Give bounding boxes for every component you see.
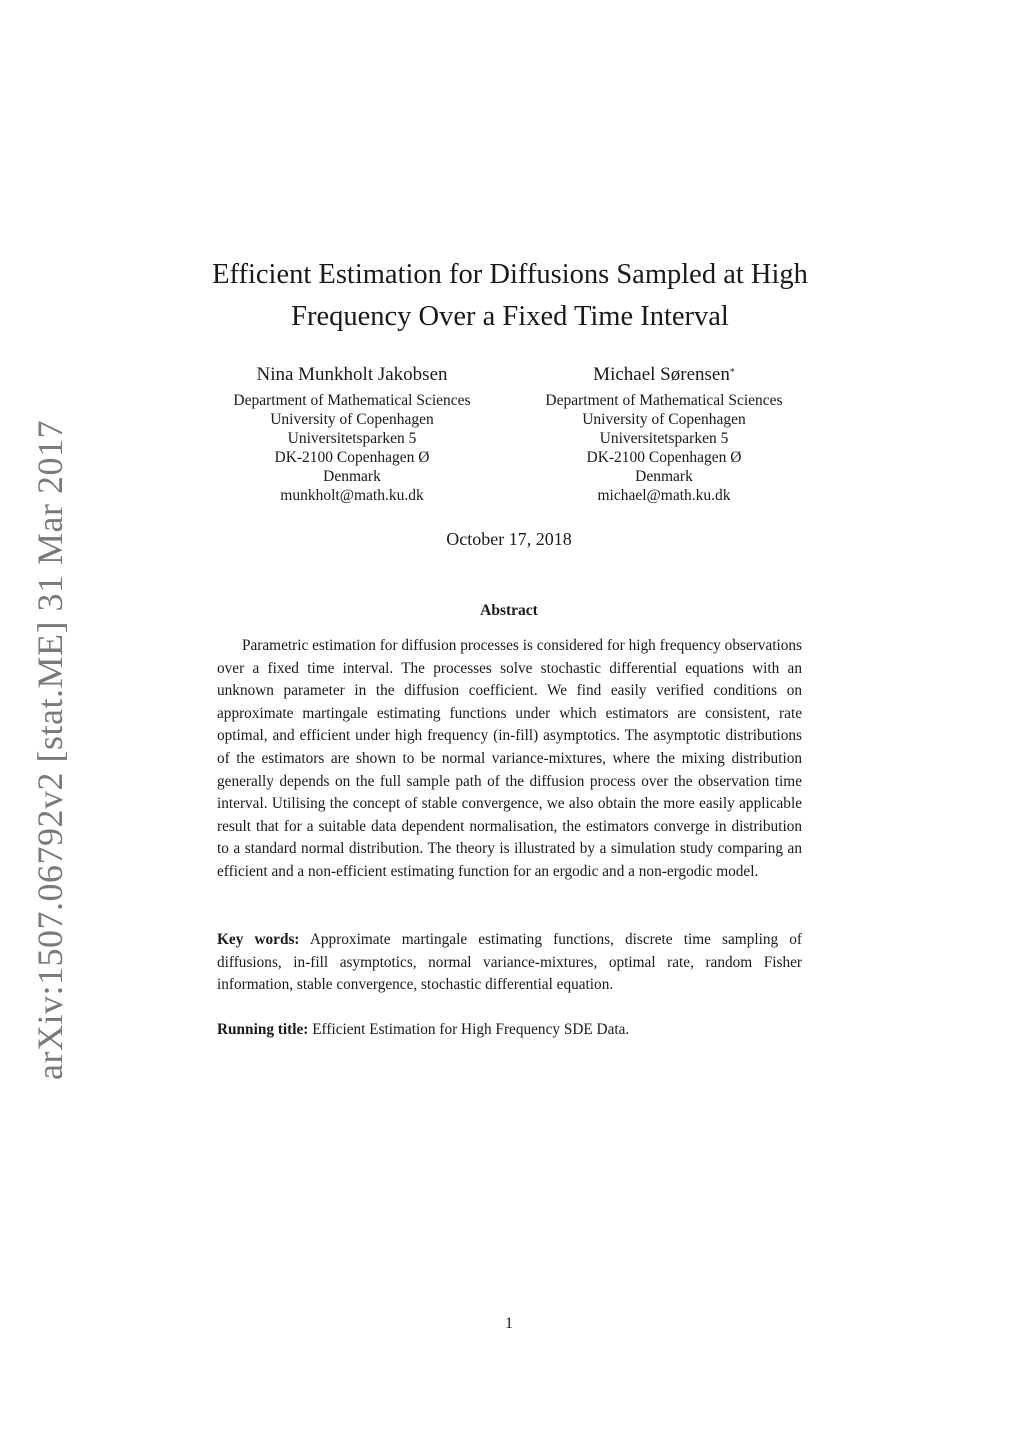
- author-university: University of Copenhagen: [270, 411, 434, 428]
- author-country: Denmark: [323, 468, 381, 485]
- running-title-paragraph: [217, 1019, 802, 1042]
- author-country: Denmark: [635, 468, 693, 485]
- author-street: Universitetsparken 5: [287, 430, 417, 447]
- title-line-1: Efficient Estimation for Diffusions Sampled at High: [212, 259, 808, 290]
- footnote-mark: *: [729, 367, 735, 378]
- author-block-1: [182, 364, 522, 505]
- author-name: Nina Munkholt Jakobsen: [256, 364, 448, 385]
- running-title-text: Efficient Estimation for High Frequency SDE Data.: [312, 1021, 630, 1038]
- keywords-text: Approximate martingale estimating functions, discrete time sampling of diffusions, in-fill asymptotics, normal variance-mixtures, optimal rate, random Fisher information, stable convergence, stochastic differential equation.: [217, 931, 803, 994]
- running-title-label: Running title:: [217, 1021, 309, 1038]
- author-email[interactable]: munkholt@math.ku.dk: [280, 487, 424, 504]
- page-number: 1: [505, 1315, 513, 1332]
- author-name: Michael Sørensen*: [593, 364, 735, 385]
- author-city: DK-2100 Copenhagen Ø: [274, 449, 430, 466]
- keywords-label: Key words:: [217, 931, 300, 948]
- abstract-heading: Abstract: [480, 602, 538, 619]
- author-street: Universitetsparken 5: [599, 430, 729, 447]
- publication-date: October 17, 2018: [446, 529, 572, 549]
- author-department: Department of Mathematical Sciences: [233, 392, 471, 409]
- author-email[interactable]: michael@math.ku.dk: [597, 487, 731, 504]
- title-line-2: Frequency Over a Fixed Time Interval: [291, 301, 729, 332]
- author-department: Department of Mathematical Sciences: [545, 392, 783, 409]
- keywords-paragraph: [217, 929, 802, 997]
- author-city: DK-2100 Copenhagen Ø: [586, 449, 742, 466]
- arxiv-identifier: arXiv:1507.06792v2 [stat.ME] 31 Mar 2017: [30, 420, 70, 1080]
- abstract-text: Parametric estimation for diffusion processes is considered for high frequency observations over a fixed time interval. The processes solve stochastic differential equations with an unknown parameter in the diffusion coefficient. We find easily verified conditions on approximate martingale estimating functions under which estimators are consistent, rate optimal, and efficient under high frequency (in-fill) asymptotics. The asymptotic distributions of the estimators are shown to be normal variance-mixtures, where the mixing distribution generally depends on the full sample path of the diffusion process over the observation time interval. Utilising the concept of stable convergence, we also obtain the more easily applicable result that for a suitable data dependent normalisation, the estimators converge in distribution to a standard normal distribution. The theory is illustrated by a simulation study comparing an efficient and a non-efficient estimating function for an ergodic and a non-ergodic model.: [217, 637, 802, 880]
- paper-title: [160, 254, 860, 338]
- author-block-2: [494, 364, 834, 505]
- author-university: University of Copenhagen: [582, 411, 746, 428]
